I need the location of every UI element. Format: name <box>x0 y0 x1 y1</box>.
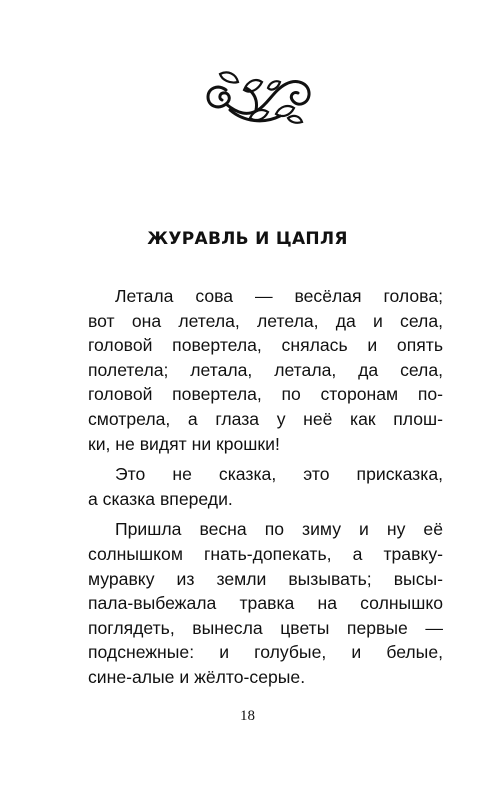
text-line: Это не сказка, это присказка, <box>115 464 443 485</box>
text-line: вот она летела, летела, да и села, <box>88 310 443 331</box>
paragraph <box>88 284 443 456</box>
text-line: головой повертела, снялась и опять <box>88 335 443 356</box>
text-line: пала-выбежала травка на солнышко <box>88 593 443 614</box>
text-line: подснежные: и голубые, и белые, <box>88 642 443 663</box>
paragraph <box>88 517 443 689</box>
page-number: 18 <box>240 708 255 724</box>
text-line: ки, не видят ни крошки! <box>88 433 280 454</box>
text-line: смотрела, а глаза у неё как плош- <box>88 408 443 429</box>
text-line: сине-алые и жёлто-серые. <box>88 666 306 687</box>
floral-ornament-icon <box>196 66 320 128</box>
text-line: полетела; летала, летала, да села, <box>88 359 443 380</box>
text-line: Летала сова — весёлая голова; <box>115 286 443 306</box>
text-line: головой повертела, по сторонам по- <box>88 384 443 405</box>
text-line: а сказка впереди. <box>88 488 233 509</box>
text-line: муравку из земли вызывать; высы- <box>88 568 443 589</box>
text-line: Пришла весна по зиму и ну её <box>115 519 443 540</box>
chapter-title: ЖУРАВЛЬ И ЦАПЛЯ <box>147 229 348 249</box>
paragraph <box>88 462 443 511</box>
body-text <box>88 284 443 696</box>
text-line: поглядеть, вынесла цветы первые — <box>88 617 443 638</box>
text-line: солнышком гнать-допекать, а травку- <box>88 543 443 564</box>
